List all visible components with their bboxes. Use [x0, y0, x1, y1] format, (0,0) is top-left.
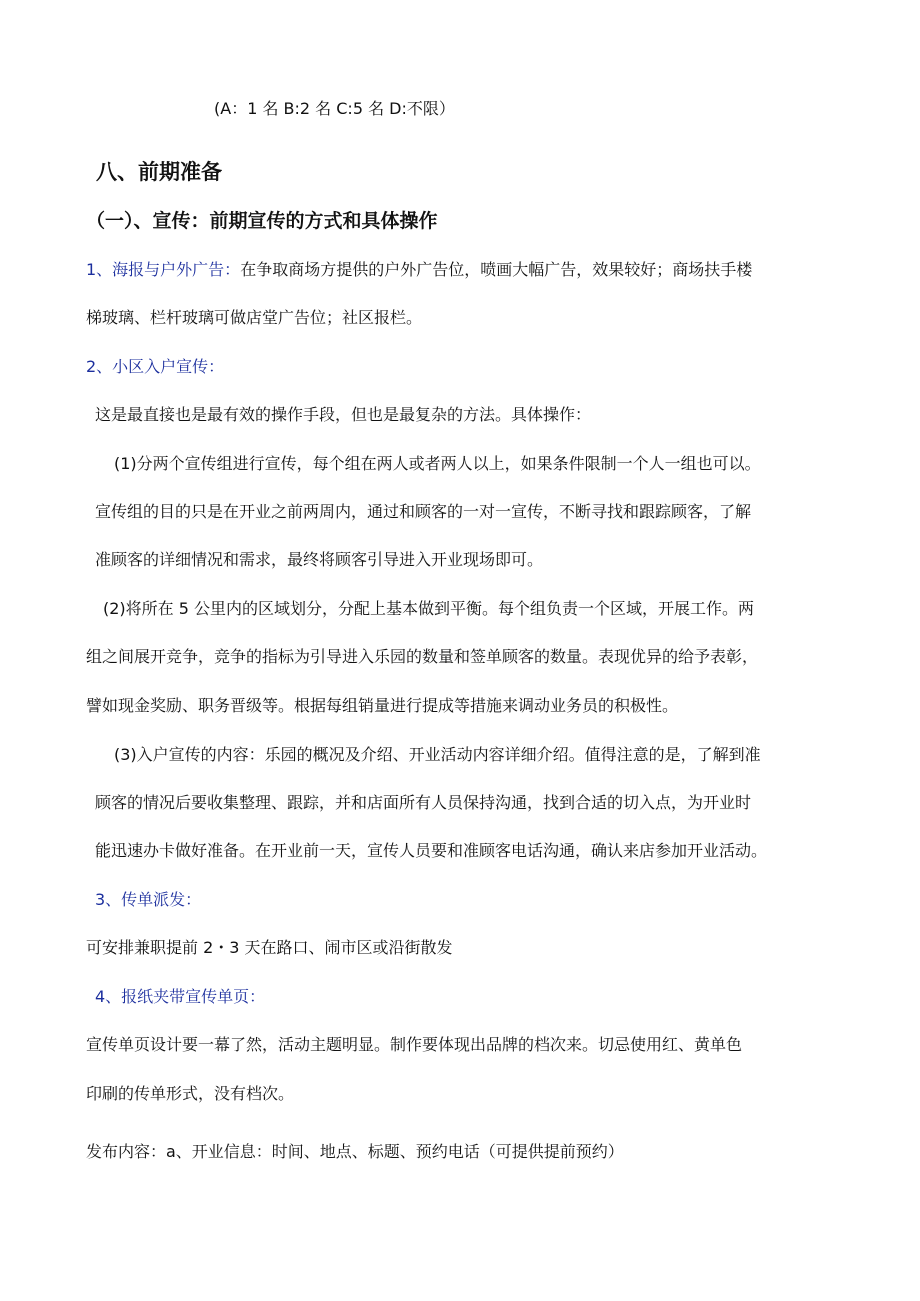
publish-content-line: 发布内容：a、开业信息：时间、地点、标题、预约电话（可提供提前预约）	[86, 1142, 624, 1161]
item-1-text: 在争取商场方提供的户外广告位，喷画大幅广告，效果较好；商场扶手楼	[240, 260, 753, 279]
subsection-heading: （一）、宣传：前期宣传的方式和具体操作	[86, 210, 438, 232]
item-1-label: 1、海报与户外广告：	[86, 260, 241, 279]
item-3-label: 3、传单派发：	[95, 890, 202, 909]
item-1-paragraph-line	[86, 259, 752, 281]
point-3-line-3: 能迅速办卡做好准备。在开业前一天，宣传人员要和准顾客电话沟通，确认来店参加开业活动。	[95, 841, 768, 860]
point-1-line-1: (1)分两个宣传组进行宣传，每个组在两人或者两人以上，如果条件限制一个人一组也可以。	[114, 454, 761, 473]
point-1-line-3: 准顾客的详细情况和需求，最终将顾客引导进入开业现场即可。	[95, 550, 544, 569]
item-3-text: 可安排兼职提前 2・3 天在路口、闹市区或沿街散发	[86, 938, 453, 957]
point-2-line-1: (2)将所在 5 公里内的区域划分，分配上基本做到平衡。每个组负责一个区域，开展工作。两	[103, 599, 755, 618]
point-2-line-3: 譬如现金奖励、职务晋级等。根据每组销量进行提成等措施来调动业务员的积极性。	[86, 696, 679, 715]
item-2-intro: 这是最直接也是最有效的操作手段，但也是最复杂的方法。具体操作：	[95, 405, 592, 424]
section-heading: 八、前期准备	[96, 160, 222, 184]
item-4-text-line-1: 宣传单页设计要一幕了然，活动主题明显。制作要体现出品牌的档次来。切忌使用红、黄单色	[86, 1035, 743, 1054]
point-3-line-2: 顾客的情况后要收集整理、跟踪，并和店面所有人员保持沟通，找到合适的切入点，为开业时	[95, 793, 752, 812]
options-line: (A：1 名 B:2 名 C:5 名 D:不限）	[214, 99, 455, 118]
point-1-line-2: 宣传组的目的只是在开业之前两周内，通过和顾客的一对一宣传，不断寻找和跟踪顾客，了解	[95, 502, 752, 521]
item-4-label: 4、报纸夹带宣传单页：	[95, 987, 266, 1006]
point-3-line-1: (3)入户宣传的内容：乐园的概况及介绍、开业活动内容详细介绍。值得注意的是，了解到准	[114, 745, 761, 764]
item-4-text-line-2: 印刷的传单形式，没有档次。	[86, 1084, 295, 1103]
item-2-label: 2、小区入户宣传：	[86, 357, 225, 376]
item-1-text-continued: 梯玻璃、栏杆玻璃可做店堂广告位；社区报栏。	[86, 308, 423, 327]
point-2-line-2: 组之间展开竞争，竞争的指标为引导进入乐园的数量和签单顾客的数量。表现优异的给予表彰，	[86, 647, 759, 666]
